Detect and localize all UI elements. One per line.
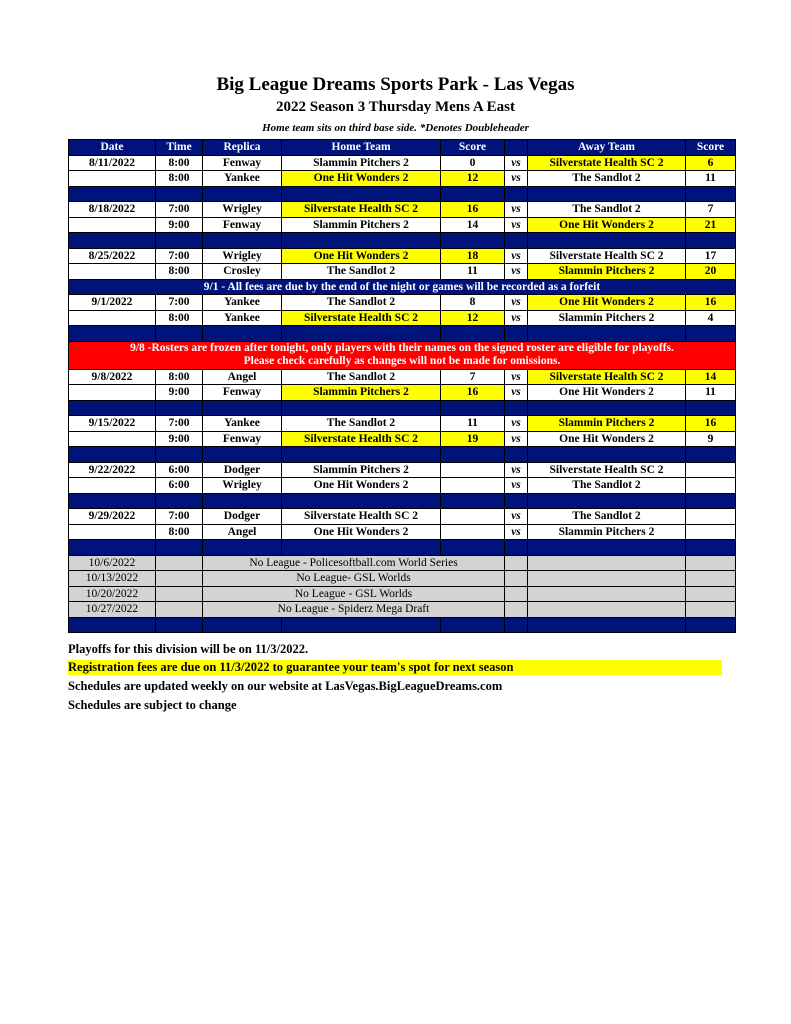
game-field: Wrigley xyxy=(203,202,282,218)
roster-alert-line-1: 9/8 -Rosters are frozen after tonight, only players with their names on the signed roster are eligible for playoffs. xyxy=(130,342,674,354)
game-row xyxy=(69,385,736,401)
away-score: 7 xyxy=(686,202,736,218)
game-time: 8:00 xyxy=(156,155,203,171)
game-row xyxy=(69,310,736,326)
away-team: The Sandlot 2 xyxy=(528,478,686,494)
away-score: 6 xyxy=(686,155,736,171)
game-row xyxy=(69,462,736,478)
no-league-text: No League- GSL Worlds xyxy=(203,571,505,587)
away-team: One Hit Wonders 2 xyxy=(528,385,686,401)
game-row xyxy=(69,524,736,540)
game-date xyxy=(69,385,156,401)
separator-cell xyxy=(505,540,528,556)
home-team: The Sandlot 2 xyxy=(282,416,441,432)
game-date: 9/8/2022 xyxy=(69,369,156,385)
separator-cell xyxy=(505,233,528,249)
game-date: 8/25/2022 xyxy=(69,248,156,264)
home-team: Slammin Pitchers 2 xyxy=(282,385,441,401)
empty-cell xyxy=(686,586,736,602)
game-time: 9:00 xyxy=(156,431,203,447)
empty-cell xyxy=(156,571,203,587)
away-score: 4 xyxy=(686,310,736,326)
separator-cell xyxy=(203,326,282,342)
separator-cell xyxy=(505,400,528,416)
vs-label: vs xyxy=(505,310,528,326)
separator-cell xyxy=(69,400,156,416)
game-field: Fenway xyxy=(203,217,282,233)
away-team: One Hit Wonders 2 xyxy=(528,295,686,311)
separator-row xyxy=(69,540,736,556)
no-league-row xyxy=(69,571,736,587)
home-score: 7 xyxy=(441,369,505,385)
home-team: Slammin Pitchers 2 xyxy=(282,217,441,233)
separator-row xyxy=(69,186,736,202)
separator-cell xyxy=(686,326,736,342)
separator-cell xyxy=(441,186,505,202)
home-score: 16 xyxy=(441,385,505,401)
empty-cell xyxy=(686,602,736,618)
separator-cell xyxy=(686,400,736,416)
no-league-row xyxy=(69,555,736,571)
separator-cell xyxy=(686,186,736,202)
playoffs-note: Playoffs for this division will be on 11/3/2022. xyxy=(68,642,309,656)
away-team: Silverstate Health SC 2 xyxy=(528,155,686,171)
website-note: Schedules are updated weekly on our website at LasVegas.BigLeagueDreams.com xyxy=(68,679,503,693)
separator-cell xyxy=(282,617,441,633)
away-score xyxy=(686,478,736,494)
game-time: 8:00 xyxy=(156,171,203,187)
separator-cell xyxy=(203,447,282,463)
home-score: 0 xyxy=(441,155,505,171)
separator-cell xyxy=(69,617,156,633)
away-score: 16 xyxy=(686,416,736,432)
game-row xyxy=(69,217,736,233)
separator-cell xyxy=(282,447,441,463)
notice-row xyxy=(69,279,736,295)
away-team: Silverstate Health SC 2 xyxy=(528,248,686,264)
separator-cell xyxy=(69,326,156,342)
home-score: 14 xyxy=(441,217,505,233)
header-time: Time xyxy=(156,140,203,156)
empty-cell xyxy=(156,555,203,571)
separator-cell xyxy=(505,493,528,509)
separator-cell xyxy=(69,233,156,249)
game-time: 6:00 xyxy=(156,462,203,478)
game-time: 7:00 xyxy=(156,248,203,264)
game-time: 7:00 xyxy=(156,202,203,218)
vs-label: vs xyxy=(505,155,528,171)
home-team: The Sandlot 2 xyxy=(282,264,441,280)
schedule-table xyxy=(68,139,736,633)
header-replica: Replica xyxy=(203,140,282,156)
header-home-score: Score xyxy=(441,140,505,156)
vs-label: vs xyxy=(505,202,528,218)
vs-label: vs xyxy=(505,524,528,540)
game-row xyxy=(69,478,736,494)
no-league-text: No League - Spiderz Mega Draft xyxy=(203,602,505,618)
separator-cell xyxy=(686,493,736,509)
separator-cell xyxy=(156,186,203,202)
separator-cell xyxy=(203,186,282,202)
header-away-score: Score xyxy=(686,140,736,156)
home-team: The Sandlot 2 xyxy=(282,295,441,311)
game-time: 6:00 xyxy=(156,478,203,494)
away-score xyxy=(686,462,736,478)
vs-label: vs xyxy=(505,509,528,525)
vs-label: vs xyxy=(505,385,528,401)
roster-alert-line-2: Please check carefully as changes will not be made for omissions. xyxy=(243,355,561,367)
separator-cell xyxy=(69,186,156,202)
away-team: The Sandlot 2 xyxy=(528,509,686,525)
home-team: One Hit Wonders 2 xyxy=(282,171,441,187)
away-score: 11 xyxy=(686,385,736,401)
separator-cell xyxy=(69,493,156,509)
home-score: 12 xyxy=(441,310,505,326)
home-score xyxy=(441,509,505,525)
home-team: Silverstate Health SC 2 xyxy=(282,431,441,447)
separator-cell xyxy=(69,447,156,463)
separator-cell xyxy=(505,447,528,463)
game-field: Dodger xyxy=(203,462,282,478)
header-date: Date xyxy=(69,140,156,156)
separator-cell xyxy=(156,447,203,463)
separator-cell xyxy=(156,326,203,342)
empty-cell xyxy=(528,555,686,571)
home-score: 18 xyxy=(441,248,505,264)
game-date xyxy=(69,264,156,280)
separator-row xyxy=(69,400,736,416)
no-league-row xyxy=(69,586,736,602)
away-team: Slammin Pitchers 2 xyxy=(528,416,686,432)
separator-cell xyxy=(441,617,505,633)
game-date: 9/29/2022 xyxy=(69,509,156,525)
no-league-date: 10/27/2022 xyxy=(69,602,156,618)
game-row xyxy=(69,202,736,218)
empty-cell xyxy=(505,571,528,587)
roster-alert xyxy=(69,341,736,369)
separator-cell xyxy=(282,400,441,416)
separator-cell xyxy=(203,493,282,509)
home-score xyxy=(441,478,505,494)
separator-cell xyxy=(441,540,505,556)
separator-cell xyxy=(203,540,282,556)
game-date xyxy=(69,524,156,540)
game-row xyxy=(69,416,736,432)
change-note: Schedules are subject to change xyxy=(68,698,237,712)
away-team: Silverstate Health SC 2 xyxy=(528,369,686,385)
separator-cell xyxy=(505,186,528,202)
game-field: Wrigley xyxy=(203,478,282,494)
game-field: Fenway xyxy=(203,155,282,171)
away-team: One Hit Wonders 2 xyxy=(528,431,686,447)
separator-cell xyxy=(528,617,686,633)
away-score: 16 xyxy=(686,295,736,311)
away-score: 14 xyxy=(686,369,736,385)
game-row xyxy=(69,171,736,187)
game-field: Angel xyxy=(203,524,282,540)
separator-cell xyxy=(156,233,203,249)
separator-cell xyxy=(156,617,203,633)
game-date xyxy=(69,310,156,326)
fee-notice: 9/1 - All fees are due by the end of the night or games will be recorded as a forfeit xyxy=(69,279,736,295)
vs-label: vs xyxy=(505,264,528,280)
roster-alert-row xyxy=(69,341,736,369)
vs-label: vs xyxy=(505,369,528,385)
away-score: 9 xyxy=(686,431,736,447)
home-score: 11 xyxy=(441,264,505,280)
separator-row xyxy=(69,447,736,463)
away-team: Silverstate Health SC 2 xyxy=(528,462,686,478)
table-header xyxy=(69,140,736,156)
separator-row xyxy=(69,326,736,342)
game-field: Yankee xyxy=(203,295,282,311)
separator-cell xyxy=(528,540,686,556)
game-date: 9/22/2022 xyxy=(69,462,156,478)
separator-cell xyxy=(282,540,441,556)
game-time: 8:00 xyxy=(156,369,203,385)
separator-row xyxy=(69,493,736,509)
game-time: 8:00 xyxy=(156,310,203,326)
registration-note: Registration fees are due on 11/3/2022 to guarantee your team's spot for next season xyxy=(68,660,722,675)
separator-cell xyxy=(528,326,686,342)
empty-cell xyxy=(505,602,528,618)
separator-cell xyxy=(156,493,203,509)
game-date: 8/18/2022 xyxy=(69,202,156,218)
separator-cell xyxy=(282,493,441,509)
game-field: Angel xyxy=(203,369,282,385)
game-field: Yankee xyxy=(203,171,282,187)
separator-cell xyxy=(203,617,282,633)
separator-cell xyxy=(441,447,505,463)
game-date xyxy=(69,217,156,233)
page-title: Big League Dreams Sports Park - Las Vegas xyxy=(216,74,575,95)
separator-cell xyxy=(528,233,686,249)
no-league-text: No League - GSL Worlds xyxy=(203,586,505,602)
game-time: 7:00 xyxy=(156,416,203,432)
game-field: Fenway xyxy=(203,385,282,401)
separator-cell xyxy=(203,233,282,249)
header-home-team: Home Team xyxy=(282,140,441,156)
empty-cell xyxy=(528,602,686,618)
game-field: Fenway xyxy=(203,431,282,447)
home-team: Slammin Pitchers 2 xyxy=(282,155,441,171)
game-time: 8:00 xyxy=(156,524,203,540)
empty-cell xyxy=(686,571,736,587)
no-league-row xyxy=(69,602,736,618)
empty-cell xyxy=(528,571,686,587)
separator-cell xyxy=(441,326,505,342)
separator-cell xyxy=(282,186,441,202)
separator-row xyxy=(69,233,736,249)
vs-label: vs xyxy=(505,295,528,311)
home-score xyxy=(441,524,505,540)
home-team: Slammin Pitchers 2 xyxy=(282,462,441,478)
separator-cell xyxy=(686,617,736,633)
separator-cell xyxy=(505,326,528,342)
away-score: 17 xyxy=(686,248,736,264)
header-away-team: Away Team xyxy=(528,140,686,156)
home-score: 16 xyxy=(441,202,505,218)
vs-label: vs xyxy=(505,171,528,187)
no-league-text: No League - Policesoftball.com World Series xyxy=(203,555,505,571)
game-time: 7:00 xyxy=(156,509,203,525)
separator-row xyxy=(69,617,736,633)
home-team: The Sandlot 2 xyxy=(282,369,441,385)
away-score xyxy=(686,524,736,540)
separator-cell xyxy=(686,447,736,463)
away-team: One Hit Wonders 2 xyxy=(528,217,686,233)
home-team: One Hit Wonders 2 xyxy=(282,248,441,264)
vs-label: vs xyxy=(505,478,528,494)
home-score: 11 xyxy=(441,416,505,432)
home-team: One Hit Wonders 2 xyxy=(282,524,441,540)
game-row xyxy=(69,431,736,447)
empty-cell xyxy=(156,586,203,602)
vs-label: vs xyxy=(505,416,528,432)
separator-cell xyxy=(69,540,156,556)
separator-cell xyxy=(203,400,282,416)
separator-cell xyxy=(528,400,686,416)
separator-cell xyxy=(156,400,203,416)
no-league-date: 10/6/2022 xyxy=(69,555,156,571)
home-team: Silverstate Health SC 2 xyxy=(282,202,441,218)
separator-cell xyxy=(528,493,686,509)
away-team: The Sandlot 2 xyxy=(528,202,686,218)
game-date xyxy=(69,431,156,447)
game-field: Dodger xyxy=(203,509,282,525)
vs-label: vs xyxy=(505,248,528,264)
game-date xyxy=(69,171,156,187)
separator-cell xyxy=(686,233,736,249)
empty-cell xyxy=(528,586,686,602)
game-time: 9:00 xyxy=(156,217,203,233)
game-time: 8:00 xyxy=(156,264,203,280)
page-subtitle: 2022 Season 3 Thursday Mens A East xyxy=(276,99,515,115)
game-field: Crosley xyxy=(203,264,282,280)
away-score: 21 xyxy=(686,217,736,233)
home-team: Silverstate Health SC 2 xyxy=(282,509,441,525)
separator-cell xyxy=(282,233,441,249)
vs-label: vs xyxy=(505,431,528,447)
game-field: Yankee xyxy=(203,416,282,432)
empty-cell xyxy=(686,555,736,571)
game-row xyxy=(69,295,736,311)
home-team: One Hit Wonders 2 xyxy=(282,478,441,494)
game-row xyxy=(69,248,736,264)
game-date: 8/11/2022 xyxy=(69,155,156,171)
separator-cell xyxy=(686,540,736,556)
game-date: 9/1/2022 xyxy=(69,295,156,311)
no-league-date: 10/20/2022 xyxy=(69,586,156,602)
game-row xyxy=(69,509,736,525)
home-score xyxy=(441,462,505,478)
game-time: 7:00 xyxy=(156,295,203,311)
game-date xyxy=(69,478,156,494)
away-score: 20 xyxy=(686,264,736,280)
game-field: Yankee xyxy=(203,310,282,326)
home-score: 19 xyxy=(441,431,505,447)
separator-cell xyxy=(441,493,505,509)
away-score: 11 xyxy=(686,171,736,187)
separator-cell xyxy=(441,233,505,249)
empty-cell xyxy=(156,602,203,618)
game-row xyxy=(69,264,736,280)
separator-cell xyxy=(505,617,528,633)
empty-cell xyxy=(505,586,528,602)
away-team: The Sandlot 2 xyxy=(528,171,686,187)
home-team: Silverstate Health SC 2 xyxy=(282,310,441,326)
separator-cell xyxy=(156,540,203,556)
game-row xyxy=(69,369,736,385)
separator-cell xyxy=(528,447,686,463)
separator-cell xyxy=(441,400,505,416)
game-field: Wrigley xyxy=(203,248,282,264)
home-score: 8 xyxy=(441,295,505,311)
empty-cell xyxy=(505,555,528,571)
away-team: Slammin Pitchers 2 xyxy=(528,310,686,326)
no-league-date: 10/13/2022 xyxy=(69,571,156,587)
vs-label: vs xyxy=(505,217,528,233)
away-team: Slammin Pitchers 2 xyxy=(528,524,686,540)
game-date: 9/15/2022 xyxy=(69,416,156,432)
home-score: 12 xyxy=(441,171,505,187)
away-score xyxy=(686,509,736,525)
vs-label: vs xyxy=(505,462,528,478)
separator-cell xyxy=(528,186,686,202)
away-team: Slammin Pitchers 2 xyxy=(528,264,686,280)
home-team-note: Home team sits on third base side. *Denotes Doubleheader xyxy=(262,122,529,134)
separator-cell xyxy=(282,326,441,342)
game-row xyxy=(69,155,736,171)
header-vs xyxy=(505,140,528,156)
game-time: 9:00 xyxy=(156,385,203,401)
